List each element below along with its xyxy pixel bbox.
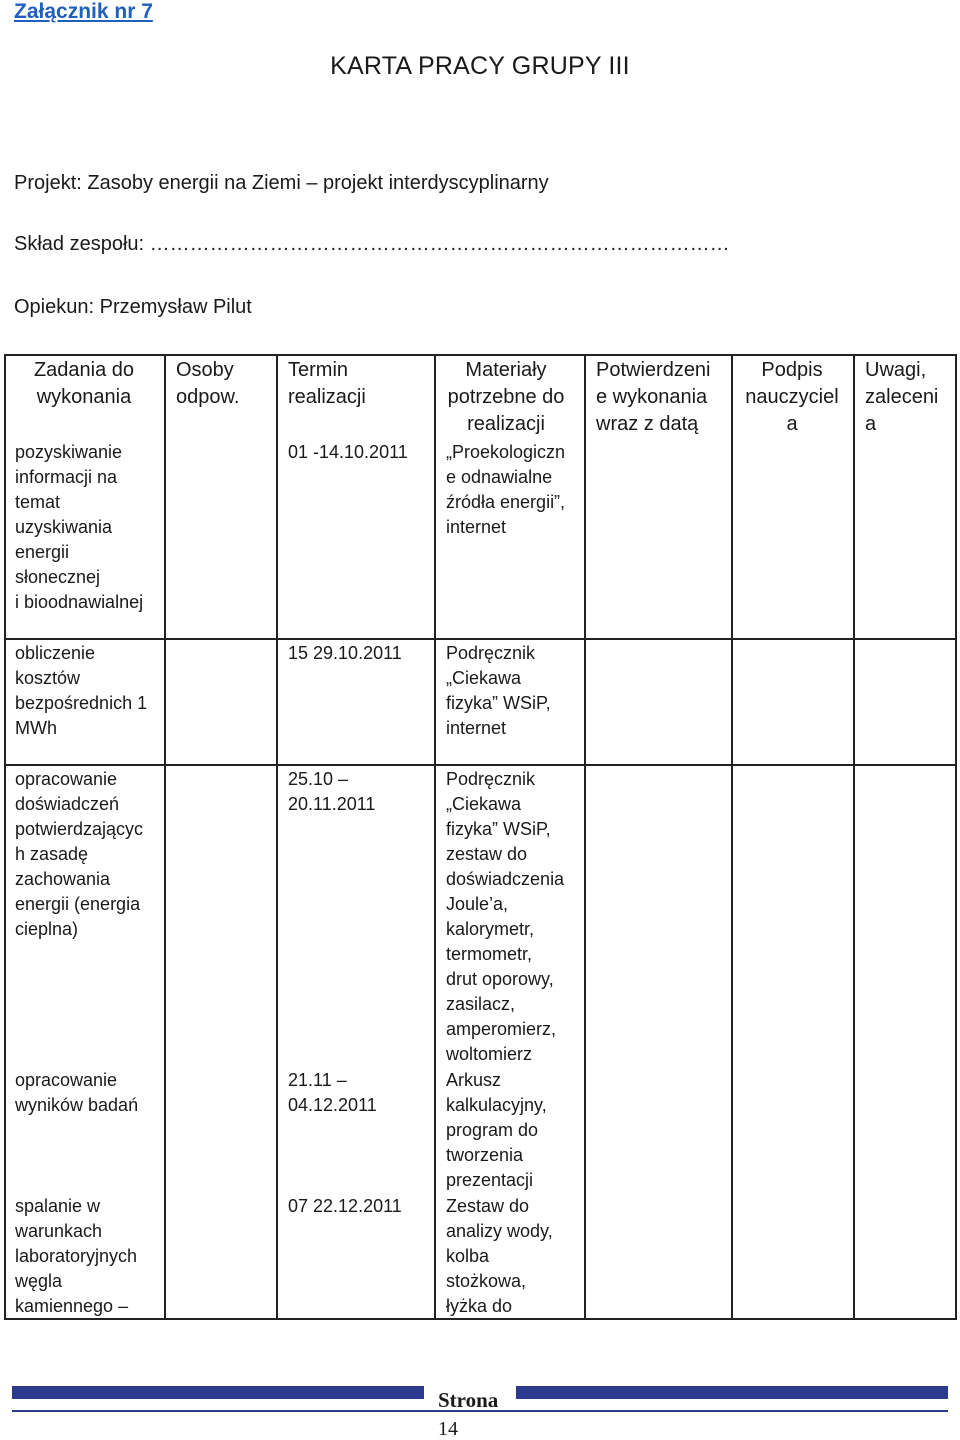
table-border-right	[955, 354, 957, 1320]
row-4-task: opracowanie wyników badań	[15, 1070, 139, 1115]
header-teacher-signature: Podpis nauczyciel a	[745, 359, 839, 435]
row-4-date: 21.11 – 04.12.2011	[288, 1070, 377, 1115]
column-divider	[164, 354, 166, 1320]
row-5-date: 07 22.12.2011	[288, 1196, 402, 1216]
header-remarks: Uwagi, zaleceni a	[865, 359, 939, 435]
footer-bar-right	[516, 1386, 948, 1399]
row-divider	[4, 764, 957, 766]
row-3-materials: Podręcznik „Ciekawa fizyka” WSiP, zestaw do doświadczenia Joule’a, kalorymetr, termometr, drut oporowy, zasilacz, amperomierz, woltomierz	[446, 769, 565, 1064]
header-confirmation: Potwierdzeni e wykonania wraz z datą	[596, 359, 711, 435]
column-divider	[276, 354, 278, 1320]
project-line: Projekt: Zasoby energii na Ziemi – projekt interdyscyplinarny	[14, 172, 549, 194]
footer-page-word: Strona	[438, 1388, 499, 1412]
row-3-task: opracowanie doświadczeń potwierdzającyc h zasadę zachowania energii (energia cieplna)	[15, 769, 144, 939]
footer-page-number: 14	[438, 1418, 458, 1440]
row-1-task: pozyskiwanie informacji na temat uzyskiwania energii słonecznej i bioodnawialnej	[15, 442, 144, 612]
supervisor-line: Opiekun: Przemysław Pilut	[14, 296, 252, 318]
row-5-task: spalanie w warunkach laboratoryjnych węgla kamiennego –	[15, 1196, 138, 1316]
column-divider	[731, 354, 733, 1320]
footer-bar-left	[12, 1386, 424, 1399]
annex-label: Załącznik nr 7	[14, 0, 153, 23]
column-divider	[584, 354, 586, 1320]
team-line: Skład zespołu: ……………………………………………………………………………	[14, 233, 730, 255]
row-1-materials: „Proekologiczn e odnawialne źródła energii”, internet	[446, 442, 566, 537]
page-title: KARTA PRACY GRUPY III	[330, 52, 630, 80]
header-deadline: Termin realizacji	[288, 359, 366, 408]
header-tasks: Zadania do wykonania	[33, 359, 135, 408]
row-4-materials: Arkusz kalkulacyjny, program do tworzenia prezentacji	[446, 1070, 547, 1190]
row-divider	[4, 638, 957, 640]
header-persons: Osoby odpow.	[176, 359, 240, 408]
row-2-task: obliczenie kosztów bezpośrednich 1 MWh	[15, 643, 148, 738]
header-materials: Materiały potrzebne do realizacji	[447, 359, 565, 435]
table-border-top	[4, 354, 957, 356]
row-3-date: 25.10 – 20.11.2011	[288, 769, 376, 814]
row-2-date: 15 29.10.2011	[288, 643, 402, 663]
column-divider	[853, 354, 855, 1320]
table-border-left	[4, 354, 6, 1320]
row-1-date: 01 -14.10.2011	[288, 442, 408, 462]
row-5-materials: Zestaw do analizy wody, kolba stożkowa, łyżka do	[446, 1196, 553, 1316]
column-divider	[434, 354, 436, 1320]
row-2-materials: Podręcznik „Ciekawa fizyka” WSiP, internet	[446, 643, 551, 738]
